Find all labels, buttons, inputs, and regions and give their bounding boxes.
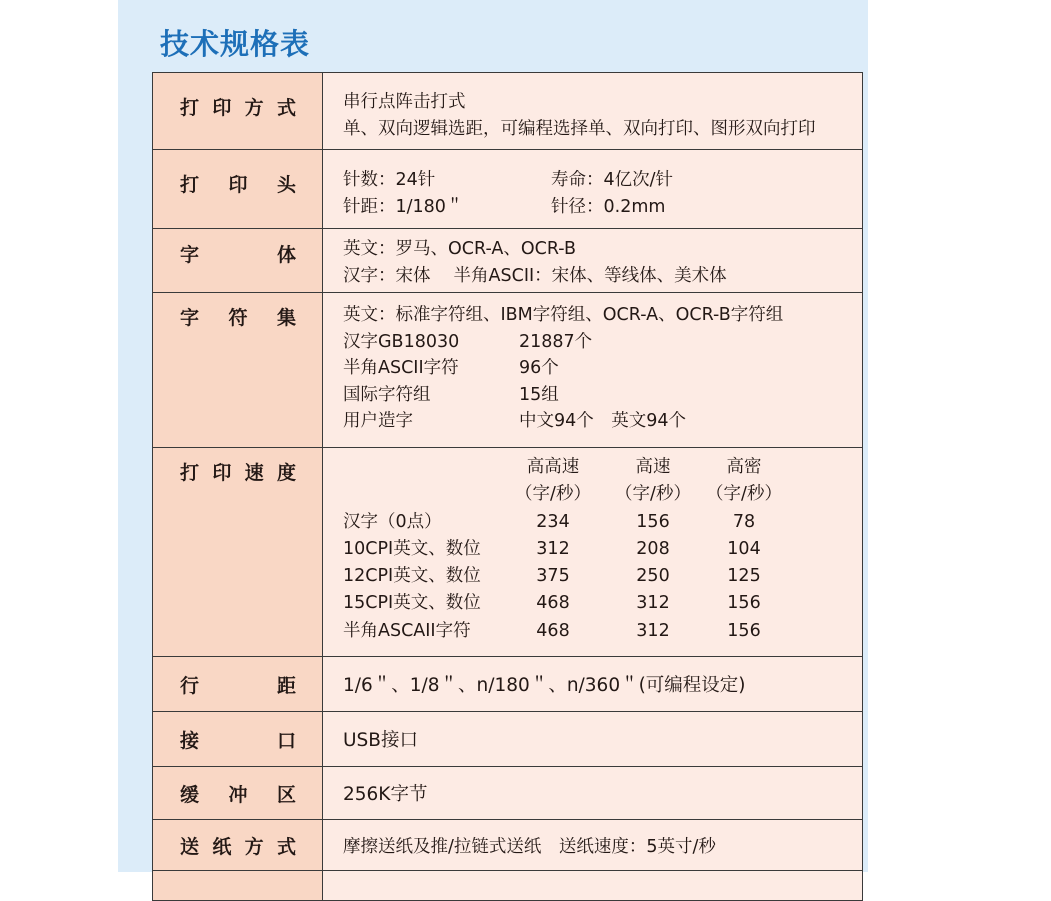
row-label: 打 印 头 bbox=[153, 150, 323, 229]
row-value: USB接口 bbox=[323, 712, 863, 767]
row-label: 接 口 bbox=[153, 712, 323, 767]
page-title: 技术规格表 bbox=[160, 27, 311, 61]
row-value: 针数：24针 寿命：4亿次/针 针距：1/180＂ 针径：0.2mm bbox=[323, 150, 863, 229]
table-row bbox=[153, 820, 863, 871]
speed-row: 汉字（0点） 234 156 78 bbox=[343, 511, 756, 532]
row-value: 英文：罗马、OCR-A、OCR-B 汉字：宋体 半角ASCII：宋体、等线体、美术体 bbox=[323, 229, 863, 293]
table-row bbox=[153, 229, 863, 293]
table-row bbox=[153, 293, 863, 448]
table-row bbox=[153, 657, 863, 712]
speed-row: 12CPI英文、数位 375 250 125 bbox=[343, 566, 761, 587]
row-value bbox=[323, 448, 863, 657]
row-value: 1/6＂、1/8＂、n/180＂、n/360＂(可编程设定) bbox=[323, 657, 863, 712]
row-label: 字 符 集 bbox=[153, 293, 323, 448]
speed-row: 10CPI英文、数位 312 208 104 bbox=[343, 538, 761, 559]
table-row bbox=[153, 448, 863, 657]
speed-row: 半角ASCAII字符 468 312 156 bbox=[343, 620, 761, 641]
row-value: 串行点阵击打式 单、双向逻辑选距，可编程选择单、双向打印、图形双向打印 bbox=[323, 73, 863, 150]
table-row bbox=[153, 767, 863, 820]
speed-header: 高高速 高速 高密 bbox=[526, 457, 762, 477]
row-label: 送 纸 方 式 bbox=[153, 820, 323, 871]
table-row bbox=[153, 73, 863, 150]
row-label: 字 体 bbox=[153, 229, 323, 293]
table-row bbox=[153, 871, 863, 901]
row-label: 打 印 方 式 bbox=[153, 73, 323, 150]
table-row bbox=[153, 712, 863, 767]
speed-row: 15CPI英文、数位 468 312 156 bbox=[343, 593, 761, 614]
spec-table bbox=[152, 72, 863, 901]
row-value bbox=[323, 871, 863, 901]
row-label bbox=[153, 871, 323, 901]
row-label: 打 印 速 度 bbox=[153, 448, 323, 657]
row-label: 缓 冲 区 bbox=[153, 767, 323, 820]
speed-unit: （字/秒） （字/秒） （字/秒） bbox=[515, 484, 782, 505]
row-value: 摩擦送纸及推/拉链式送纸 送纸速度：5英寸/秒 bbox=[323, 820, 863, 871]
row-value: 英文：标准字符组、IBM字符组、OCR-A、OCR-B字符组 汉字GB18030 21887个 半角ASCII字符 96个 国际字符组 15组 用户造字 中文94个 英文94个 bbox=[323, 293, 863, 448]
table-row bbox=[153, 150, 863, 229]
row-label: 行 距 bbox=[153, 657, 323, 712]
row-value: 256K字节 bbox=[323, 767, 863, 820]
